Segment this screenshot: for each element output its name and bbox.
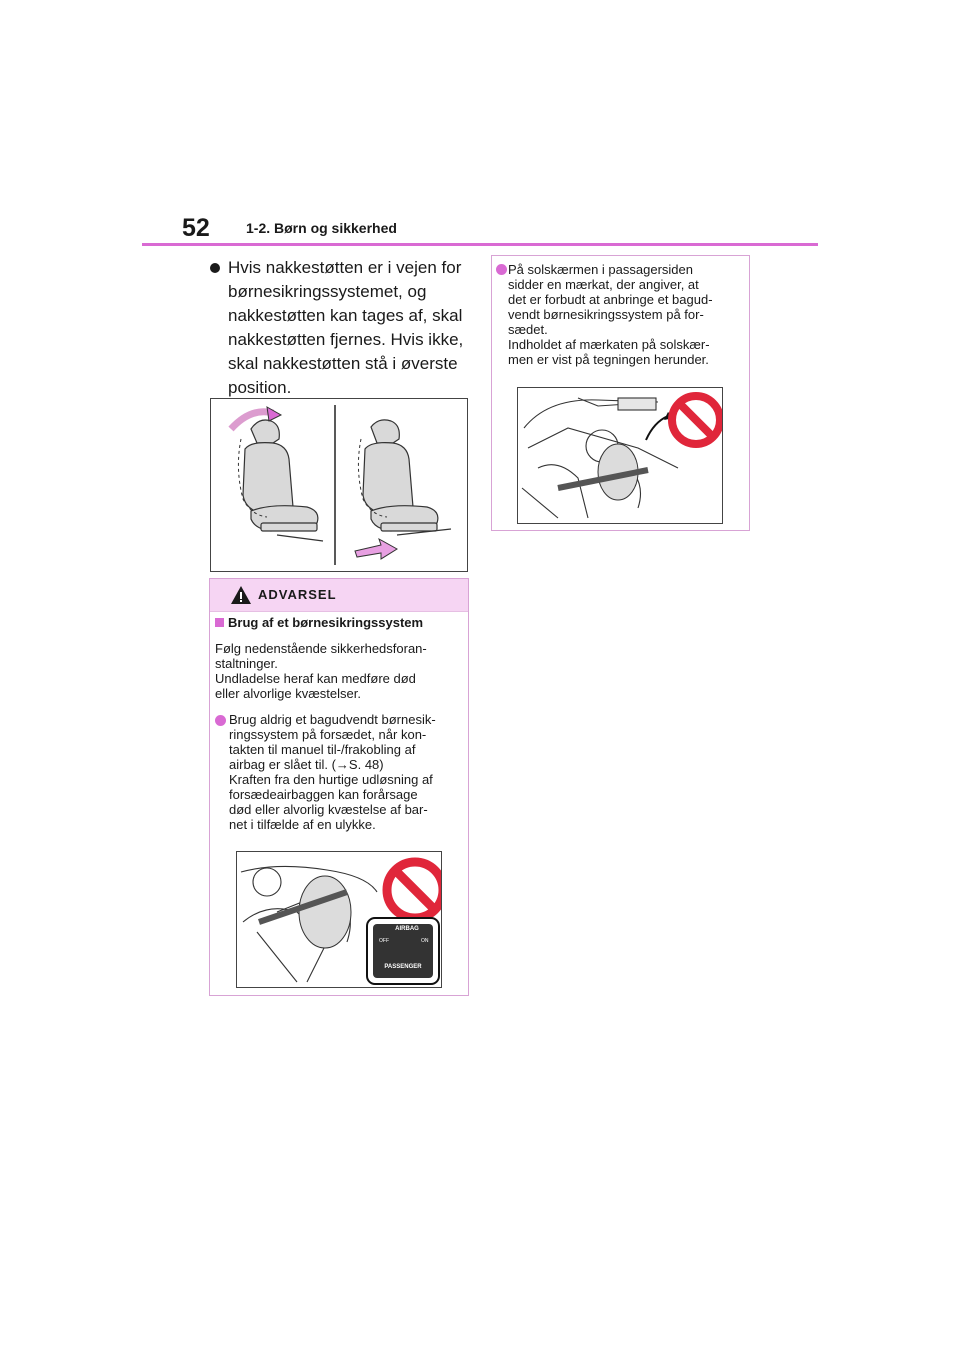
airbag-label-title: AIRBAG	[395, 926, 419, 932]
airbag-warning-illustration	[236, 851, 442, 988]
sunvisor-illustration	[517, 387, 723, 524]
bullet-icon	[215, 715, 226, 726]
warning-intro: Følg nedenstående sikkerhedsforan- staltninger. Undladelse heraf kan medføre død eller alvorlige kvæstelser.	[215, 641, 427, 701]
bullet-line: børnesikringssystemet, og	[228, 282, 427, 301]
page-number: 52	[182, 214, 210, 242]
airbag-label-off: OFF	[379, 938, 389, 944]
bullet-line: Hvis nakkestøtten er i vejen for	[228, 258, 462, 277]
warning-label: ADVARSEL	[258, 587, 337, 602]
seat-drawing	[211, 399, 467, 571]
bullet-line: skal nakkestøtten stå i øverste	[228, 354, 458, 373]
bullet-icon	[210, 263, 220, 273]
bullet-line: nakkestøtten fjernes. Hvis ikke,	[228, 330, 464, 349]
warning-header	[210, 579, 468, 612]
headrest-bullet	[210, 256, 472, 400]
warning-triangle-icon	[230, 585, 252, 605]
square-bullet-icon	[215, 618, 224, 627]
sunvisor-text: På solskærmen i passagersiden sidder en mærkat, der angiver, at det er forbudt at anbringe et bagud- vendt børnesikringssystem på for- sædet. Indholdet af mærkaten på solskær- men er vist på tegningen herunder.	[508, 262, 713, 367]
airbag-label-passenger: PASSENGER	[384, 964, 422, 970]
bullet-line: position.	[228, 378, 292, 397]
bullet-line: nakkestøtten kan tages af, skal	[228, 306, 463, 325]
warning-bullet: Brug aldrig et bagudvendt børnesik- ringssystem på forsædet, når kon- takten til manuel til-/frakobling af airbag er slået til. (→S. 48) Kraften fra den hurtige udløsning af forsædeairbaggen kan forårsage død eller alvorlig kvæstelse af bar- net i tilfælde af en ulykke.	[229, 712, 436, 832]
chapter-title: 1-2. Børn og sikkerhed	[246, 220, 397, 236]
seat-headrest-illustration	[210, 398, 468, 572]
bullet-icon	[496, 264, 507, 275]
airbag-label-on: ON	[421, 938, 429, 944]
warning-subheading: Brug af et børnesikringssystem	[215, 615, 423, 630]
car-interior-drawing	[518, 388, 722, 523]
header-rule	[142, 243, 818, 246]
